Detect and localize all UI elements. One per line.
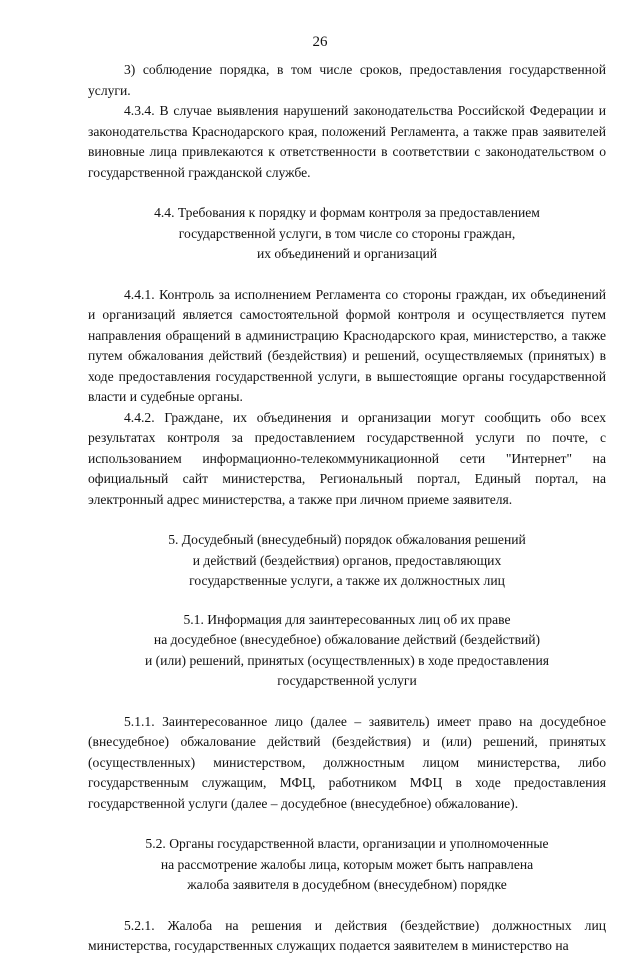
paragraph-5-1-1: 5.1.1. Заинтересованное лицо (далее – заявитель) имеет право на досудебное (внесудебное) обжалование действий (бездействия) и (или) решений, принятых (осуществленных) министерством, должностным лицом министерства, либо государственным служащим, МФЦ, работником МФЦ в ходе предоставления государственной услуги (далее – досудебное (внесудебное) обжалование).	[88, 713, 606, 811]
heading-line: на рассмотрение жалобы лица, которым может быть направлена	[160, 856, 534, 872]
heading-section-5	[88, 530, 606, 592]
paragraph-4-4-2: 4.4.2. Граждане, их объединения и организации могут сообщить обо всех результатах контроля за предоставлением государственной услуги по почте, с использованием информационно-телекоммуникационной сети "Интернет" на официальный сайт министерства, Региональный портал, Единый портал, на электронный адрес министерства, а также при личном приеме заявителя.	[88, 409, 606, 507]
heading-line: 5. Досудебный (внесудебный) порядок обжалования решений	[168, 532, 526, 547]
heading-5-1	[88, 610, 606, 692]
heading-line: их объединений и организаций	[256, 246, 438, 261]
heading-line: 5.1. Информация для заинтересованных лиц об их праве	[183, 611, 511, 627]
paragraph-4-3-4: 4.3.4. В случае выявления нарушений законодательства Российской Федерации и законодательства Краснодарского края, положений Регламента, а также прав заявителей виновные лица привлекаются к ответственности в соответствии с законодательством о государственной гражданской службе.	[88, 103, 606, 180]
heading-line: государственные услуги, а также их должностных лиц	[189, 573, 505, 588]
paragraph-4-4-1: 4.4.1. Контроль за исполнением Регламента со стороны граждан, их объединений и организаций является самостоятельной формой контроля и осуществляется путем направления обращений в администрацию Краснодарского края, министерство, а также путем обжалования действий (бездействия) и решений, осуществляемых (принятых) в ходе предоставления государственной услуги, в вышестоящие органы государственной власти и судебные органы.	[88, 286, 606, 404]
heading-line: государственной услуги, в том числе со стороны граждан,	[178, 225, 516, 241]
heading-line: и (или) решений, принятых (осуществленных) в ходе предоставления	[144, 652, 549, 668]
heading-5-2	[88, 834, 606, 896]
page-number: 26	[312, 34, 328, 50]
heading-line: жалоба заявителя в досудебном (внесудебном) порядке	[187, 877, 507, 892]
heading-line: 5.2. Органы государственной власти, организации и уполномоченные	[145, 836, 549, 851]
paragraph-5-2-1: 5.2.1. Жалоба на решения и действия (бездействие) должностных лиц министерства, государственных служащих подается заявителем в министерство на	[88, 917, 606, 953]
heading-line: государственной услуги	[277, 673, 417, 688]
paragraph-3-compliance: 3) соблюдение порядка, в том числе сроков, предоставления государственной услуги.	[88, 62, 606, 98]
heading-4-4	[88, 203, 606, 265]
document-body	[88, 60, 606, 957]
heading-line: и действий (бездействия) органов, предоставляющих	[192, 552, 502, 568]
heading-line: 4.4. Требования к порядку и формам контроля за предоставлением	[154, 205, 540, 220]
heading-line: на досудебное (внесудебное) обжалование действий (бездействий)	[153, 632, 541, 647]
